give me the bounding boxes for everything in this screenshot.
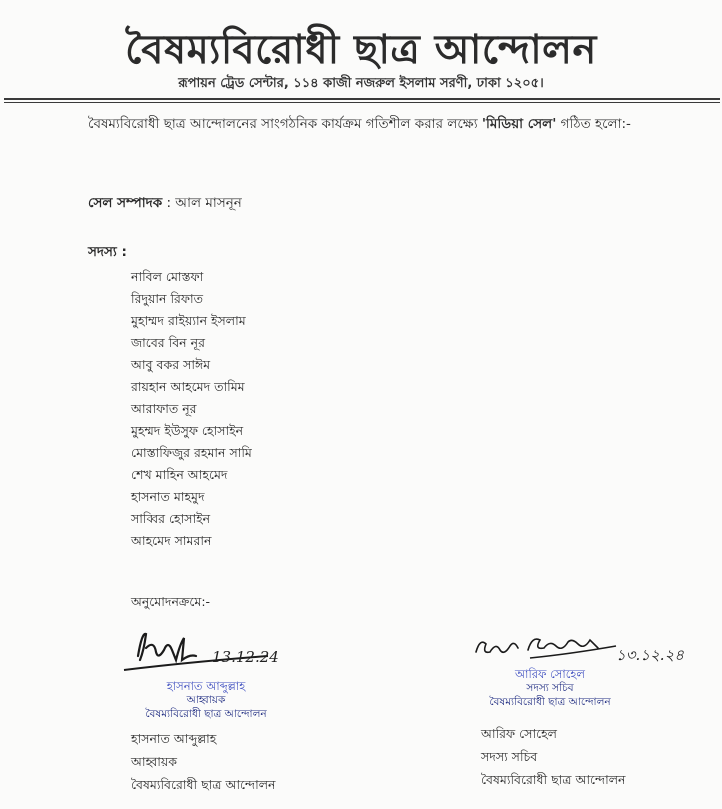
member-item: সাব্বির হোসাইন <box>131 511 211 526</box>
right-signatory-org: বৈষম্যবিরোধী ছাত্র আন্দোলন <box>481 772 626 787</box>
left-stamp-name: হাসনাত আব্দুল্লাহ <box>166 679 246 693</box>
members-list <box>131 266 252 552</box>
member-item: আবু বকর সাঈম <box>131 357 211 372</box>
approval-label: অনুমোদনক্রমে:- <box>131 594 211 609</box>
cell-editor-label: সেল সম্পাদক <box>88 195 163 211</box>
left-signatory-org: বৈষম্যবিরোধী ছাত্র আন্দোলন <box>131 777 276 792</box>
right-handwritten-date: ১৩.১২.২৪ <box>616 646 684 664</box>
right-signatory <box>481 722 625 791</box>
member-item: নাবিল মোস্তফা <box>131 269 204 284</box>
cell-editor-name: : আল মাসনূন <box>166 195 242 211</box>
left-stamp-org: বৈষম্যবিরোধী ছাত্র আন্দোলন <box>145 708 267 720</box>
left-signatory-name: হাসনাত আব্দুল্লাহ <box>131 731 217 746</box>
member-item: হাসনাত মাহমুদ <box>131 489 205 504</box>
members-label: সদস্য : <box>88 244 127 260</box>
right-signatory-role: সদস্য সচিব <box>481 749 538 764</box>
left-signatory <box>131 727 275 796</box>
letterhead-title: বৈষম্যবিরোধী ছাত্র আন্দোলন <box>125 27 597 73</box>
letterhead-address: রূপায়ন ট্রেড সেন্টার, ১১৪ কাজী নজরুল ইসলাম সরণী, ঢাকা ১২০৫। <box>178 76 544 91</box>
member-item: আরাফাত নূর <box>131 401 197 416</box>
left-stamp <box>126 679 286 721</box>
right-stamp-role: সদস্য সচিব <box>526 682 574 694</box>
left-handwritten-date: 13.12.24 <box>212 648 279 666</box>
header-rule-bottom <box>4 102 720 103</box>
right-stamp-name: আরিফ সোহেল <box>515 667 585 681</box>
right-stamp <box>470 667 630 709</box>
right-signature <box>470 628 620 672</box>
intro-text-after: গঠিত হলো:- <box>556 116 631 132</box>
member-item: আহমেদ সামরান <box>131 533 212 548</box>
member-item: মোস্তাফিজুর রহমান সামি <box>131 445 252 460</box>
left-signatory-role: আহ্বায়ক <box>131 754 177 769</box>
member-item: রায়হান আহমেদ তামিম <box>131 379 245 394</box>
right-stamp-org: বৈষম্যবিরোধী ছাত্র আন্দোলন <box>489 696 611 708</box>
right-signatory-name: আরিফ সোহেল <box>481 726 557 741</box>
intro-highlight: 'মিডিয়া সেল' <box>481 116 557 132</box>
left-stamp-role: আহ্বায়ক <box>186 694 226 706</box>
member-item: শেখ মাহিন আহমেদ <box>131 467 228 482</box>
member-item: জাবের বিন নূর <box>131 335 205 350</box>
intro-paragraph <box>88 110 678 138</box>
header-rule-top <box>4 98 720 100</box>
cell-editor-line <box>88 192 242 215</box>
member-item: মুহাম্মদ রাইয়্যান ইসলাম <box>131 313 246 328</box>
member-item: রিদুয়ান রিফাত <box>131 291 204 306</box>
member-item: মুহম্মদ ইউসুফ হোসাইন <box>131 423 244 438</box>
intro-text-before: বৈষম্যবিরোধী ছাত্র আন্দোলনের সাংগঠনিক কার্যক্রম গতিশীল করার লক্ষ্যে <box>88 116 482 132</box>
